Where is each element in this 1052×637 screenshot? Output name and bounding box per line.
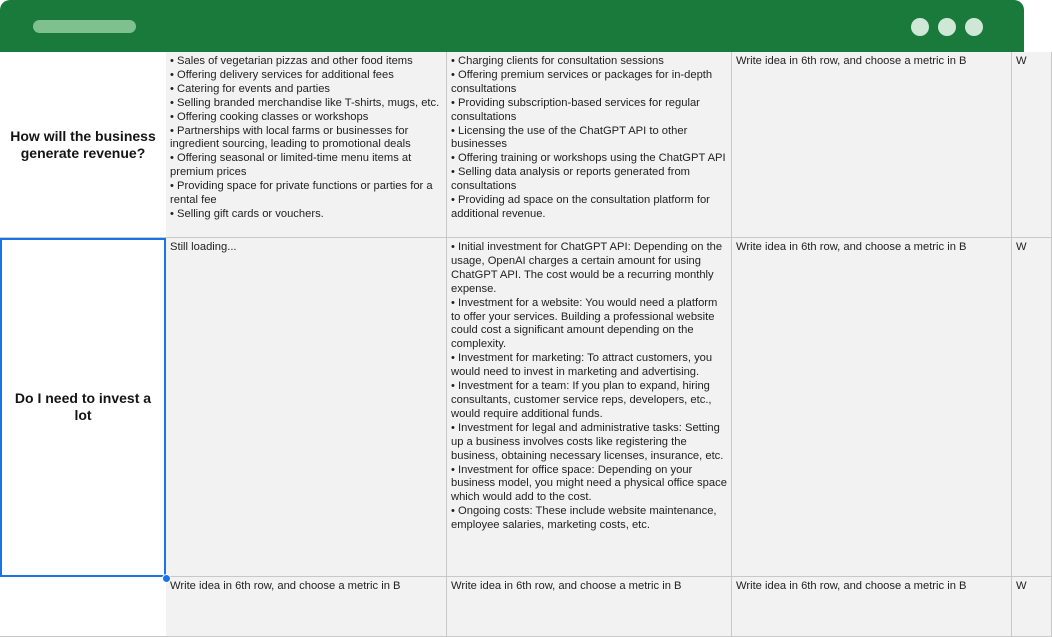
cell-text: Write idea in 6th row, and choose a metric in B: [170, 580, 401, 592]
cell-consulting-revenue[interactable]: [447, 52, 732, 238]
cell-row3-e[interactable]: [732, 577, 1012, 637]
cell-placeholder-investment[interactable]: [732, 238, 1012, 577]
row-label-cell-empty[interactable]: [0, 577, 166, 637]
cell-text: W: [1016, 580, 1027, 592]
cell-row3-c[interactable]: [166, 577, 447, 637]
cell-consulting-investment[interactable]: [447, 238, 732, 577]
spreadsheet-grid: [0, 52, 1027, 618]
cell-text: W: [1016, 55, 1027, 67]
cell-text: W: [1016, 241, 1027, 253]
cell-text: • Initial investment for ChatGPT API: Depending on the usage, OpenAI charges a certain amount for using ChatGPT API. The cost would be a recurring monthly expense. • Investment for a website: You would need a platform to offer your services. Building a professional website could cost a significant amount depending on the complexity. • Investment for marketing: To attract customers, you would need to invest in marketing and advertising. • Investment for a team: If you plan to expand, hiring consultants, customer service reps, developers, etc., would require additional funds. • Investment for legal and administrative tasks: Setting up a business involves costs like registering the business, obtaining necessary licenses, insurance, etc. • Investment for office space: Depending on your business model, you might need a physical office space which would add to the cost. • Ongoing costs: These include website maintenance, employee salaries, marketing costs, etc.: [451, 241, 727, 532]
cell-text: Write idea in 6th row, and choose a metric in B: [451, 580, 682, 592]
browser-title-bar: [0, 0, 1024, 52]
cell-overflow-revenue[interactable]: [1012, 52, 1052, 238]
cell-text: • Sales of vegetarian pizzas and other food items • Offering delivery services for additional fees • Catering for events and parties • Selling branded merchandise like T-shirts, mugs, etc. • Offering cooking classes or workshops • Partnerships with local farms or businesses for ingredient sourcing, leading to promotional deals • Offering seasonal or limited-time menu items at premium prices • Providing space for private functions or parties for a rental fee • Selling gift cards or vouchers.: [170, 55, 440, 220]
address-bar[interactable]: [33, 20, 136, 33]
window-control-minimize[interactable]: [911, 18, 929, 36]
row-label-cell-revenue[interactable]: [0, 52, 166, 238]
cell-overflow-investment[interactable]: [1012, 238, 1052, 577]
cell-text: Write idea in 6th row, and choose a metric in B: [736, 241, 967, 253]
fill-handle[interactable]: [162, 574, 171, 583]
cell-text: Still loading...: [170, 241, 237, 253]
cell-placeholder-revenue[interactable]: [732, 52, 1012, 238]
cell-row3-f[interactable]: [1012, 577, 1052, 637]
row-label-investment: Do I need to invest a lot: [14, 390, 152, 423]
row-label-revenue: How will the business generate revenue?: [10, 127, 156, 161]
cell-text: • Charging clients for consultation sessions • Offering premium services or packages for in-depth consultations • Providing subscription-based services for regular consultations • Licensing the use of the ChatGPT API to other businesses • Offering training or workshops using the ChatGPT API • Selling data analysis or reports generated from consultations • Providing ad space on the consultation platform for additional revenue.: [451, 55, 726, 220]
cell-pizza-revenue[interactable]: [166, 52, 447, 238]
cell-pizza-investment[interactable]: [166, 238, 447, 577]
window-control-close[interactable]: [965, 18, 983, 36]
cell-selection-border: [0, 238, 166, 577]
cell-text: Write idea in 6th row, and choose a metric in B: [736, 55, 967, 67]
window-control-maximize[interactable]: [938, 18, 956, 36]
cell-text: Write idea in 6th row, and choose a metric in B: [736, 580, 967, 592]
cell-row3-d[interactable]: [447, 577, 732, 637]
